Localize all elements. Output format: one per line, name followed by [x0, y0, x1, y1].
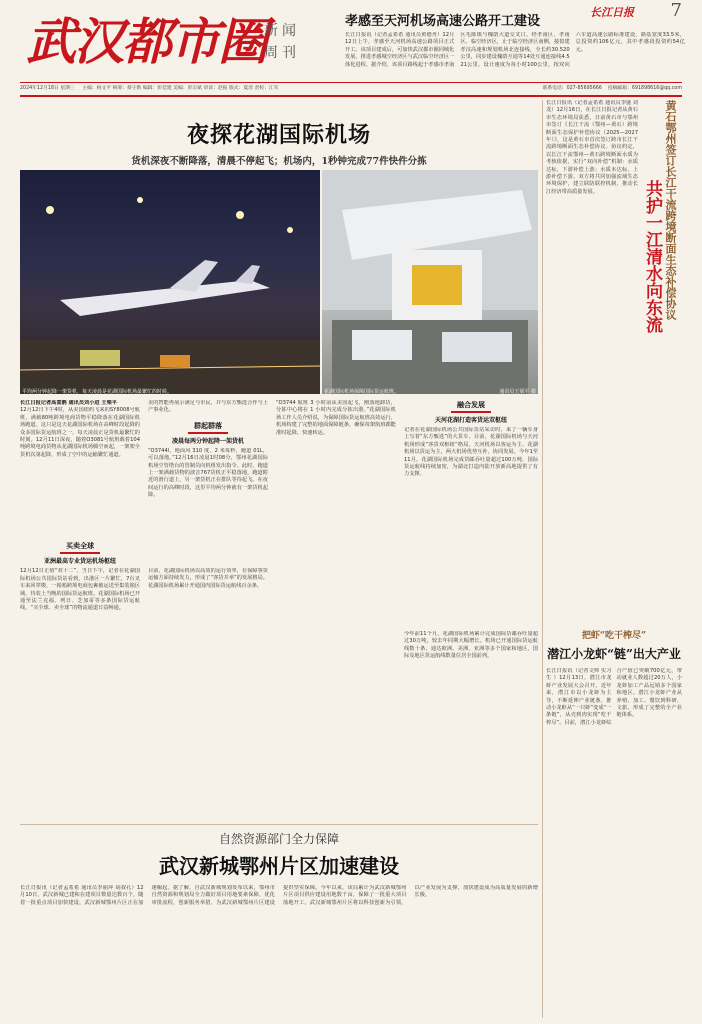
sub3-body: 记者在花湖国际机场公共国际货站采访时，来了一辆车身上写着“东方甄选”的大货车。目前，花湖国际机场与天河机场形成“客货双枢纽”格局，天河机场以客运为主、花湖机场以货运为主，两大机场优势互补，协同发展。今年1至11月，花湖国际机场完成货邮吞吐量超过100万吨，国际货运航线持续加密，为湖北打造内陆开放新高地提供了有力支撑。	[404, 427, 538, 478]
issue-date: 2024年12月18日 星期三	[20, 86, 75, 91]
top-article-body: 长江日报讯（记者孟希希 通讯员黄德舟）12月12日上午，孝感至天河机场高速公路项目正式开工。该项目建成后，可加快武汉都市圈同城化发展，推进孝感城空经济区与武汉临空经济区一体化进程。据介绍，该项目路线起于孝感市孝南区毛陈镇与槐荫大道交叉口，经孝南区、孝南区、临空经济区，止于临空经济区南侧，接拟建孝汉高速和规划机场北连接线，全长约30.520公里，同步建设槐荫互通等14处互通连接线4.521公里，设计速度为每小时100公里，按双向六车道高速公路标准建设，路基宽度33.5米，总投资约106亿元，其中孝感段投资约54亿元。	[345, 32, 685, 68]
contact-phone: 联系电话：027-85695666	[542, 86, 602, 91]
main-credit: 长江日报记者高喜鹊 通讯员刘小进 王梁平	[20, 400, 117, 406]
page-number: 7	[670, 0, 682, 21]
main-body-col2: 目前，花湖国际机场以高效的运行效率，在保障客货运输方面持续发力，形成了“客货并举”的发展格局。花湖国际机场累计开通国内国际货运航线百余条。	[148, 567, 268, 589]
main-body-col3: “O3744 航班 3 小时前从美国起飞，刚落地卸货，分拣中心将在 1 小时内完成分拣出港。”花湖国际机场工作人员介绍说，为保障国际货运航班高效运行，机场构建了完整的地面保障链条，确保每架航班都能准时起降、快速转运。	[276, 400, 396, 436]
photo-credit: 通讯员王梁平 摄	[499, 389, 536, 394]
right2-body: 长江日报讯（记者文帅 实习生 ）12月13日，潜江市龙虾产业发展大会召开。近年来，潜江市以小龙虾为主导，不断延伸产业链条，推动小龙虾从“一只虾”变成“一条链”，从壳到肉实现“吃干榨尽”。目前，潜江小龙虾综合产值已突破700亿元，带动就业人数超过20万人，小龙虾加工产品远销多个国家和地区。潜江小龙虾产业从养殖、加工、餐饮到科研、文旅，形成了完整的全产业链体系。	[546, 668, 682, 726]
main-article-title: 夜探花湖国际机场	[186, 122, 371, 148]
right2-headline: 潜江小龙虾“链”出大产业	[547, 647, 681, 661]
info-strip	[20, 84, 682, 94]
editor-list: 主编：杨文平 统筹：蔡守勋 编辑：彭佳建 美编：彭宗斌 审读：赵振 版式：夏淳 责校：江军	[82, 86, 279, 91]
sub2-bar	[60, 552, 100, 554]
sub1-title: 群起群落	[194, 420, 222, 430]
bottom-article	[20, 830, 538, 1018]
main-article-subtitle: 货机深夜不断降落，清晨不停起飞；机场内，1秒钟完成77件快件分拣	[131, 156, 427, 167]
masthead	[20, 6, 340, 80]
main-body-col1: 12月12日下午4时，从美国纽约飞来的SY8008号航班，满载80吨跨境电商货物平稳降落在花湖国际机场跑道。这只是这天花湖国际机场在高峰时段起降的众多国际货运航班之一，每天凌晨正是货机最繁忙的时刻。12月11日深夜，随着O3081号航班载着104吨跨境电商货物从花湖国际机场腾空而起，一架架全货机次第起降，形成了空中的运输繁忙通道。	[20, 407, 140, 458]
sub1-subtitle: 凌晨每两分钟起降一架货机	[171, 437, 244, 445]
sub3-subtitle: 天河花湖打造客货运双枢纽	[434, 417, 507, 424]
contact-email: 投稿邮箱：691898616@qq.com	[607, 86, 682, 91]
bottom-kicker: 自然资源部门全力保障	[218, 832, 339, 846]
sub3-body-2: 今年前11个月，花湖国际机场累计完成国际货邮吞吐量超过30万吨，较去年同期大幅增长。机场已开通国际货运航线数十条，通达欧洲、美洲、亚洲等多个国家和地区，国际及地区货运航线数量位居全国前列。	[404, 631, 538, 660]
photo-night-cargo	[20, 170, 320, 394]
masthead-subtitle-2: 周刊	[264, 45, 300, 61]
right1-title: 黄石鄂州签订长江干流跨境断面生态补偿协议	[664, 100, 677, 320]
right1-body: 长江日报讯（记者孟希希 通讯员李盛 刘龙）12月16日，在长江日报记者从黄石市生态环境局获悉，日前黄石市与鄂州市签订《长江干流（鄂州—黄石）跨境断面生态保护补偿协议（2025—2027年）》，这是黄石市首次签订跨市长江干流跨境断面生态补偿协议。协议约定，以长江干流鄂州—黄石跨境断面水质为考核依据，实行“双向补偿”机制：水质达标，下游补偿上游；水质未达标，上游补偿下游。双方将共同加强流域生态环境保护，建立联防联控机制，推动长江经济带高质量发展。	[546, 100, 638, 195]
night-cargo-illustration	[20, 170, 320, 394]
main-side-caption: 美的智能再展示满足与市民，并与东方甄选合作与上产事业化。	[148, 400, 268, 414]
right-divider	[542, 100, 543, 1018]
right-article-2	[546, 628, 682, 1018]
bottom-divider	[20, 824, 538, 825]
sub1-body: “O3744l，地面风 310 度，2 米每秒，跑道 01L，可以落地。”12月16日凌晨1时08分，鄂州花湖国际机场空管塔台的管制员向机组发出指令。此时，跑道上一架满载货物的波音767货机正平稳落地，跑道附近的滑行道上，另一架货机正在排队等待起飞。在夜间运行的高峰时段，这里平均两分钟就有一架货机起降。	[148, 447, 268, 499]
photo-night-caption: 平均两分钟起降一架货机，每天凌晨是花湖国际机场最繁忙的时候。	[22, 389, 173, 394]
header-rule-2	[20, 95, 682, 97]
sub3-title: 融合发展	[457, 400, 485, 409]
intl-cargo-illustration	[322, 170, 538, 394]
top-article-title: 孝感至天河机场高速公路开工建设	[345, 14, 541, 29]
right1-headline: 共护一江清水向东流	[642, 180, 662, 333]
sub3-bar	[451, 411, 491, 413]
right2-title: 把虾“吃干榨尽”	[581, 631, 647, 641]
sub2-title: 买卖全球	[66, 541, 94, 551]
bottom-title: 武汉新城鄂州片区加速建设	[159, 854, 399, 878]
sub1-bar	[188, 432, 228, 434]
page-name: 长江日报	[590, 6, 634, 19]
bottom-body: 长江日报讯（记者孟希希 通讯员李丽萍 胡叔孔）12月10日，武汉新城已建和在建项目数量达数百个，随着一批重点项目加快建设，武汉新城鄂州片区正在加速崛起。据了解，自武汉新城规划发布以来，鄂州市自然资源和规划局全力做好项目用地要素保障，优化审批流程，创新服务举措，为武汉新城鄂州片区建设提供坚实保障。今年以来，该局累计为武汉新城鄂州片区项目供应建设用地数千亩，保障了一批重大项目落地开工。武汉新城鄂州片区将以科技创新为引领，以产业发展为支撑，加快建设成为高质量发展的新增长极。	[20, 885, 538, 906]
main-body	[20, 400, 538, 818]
sub2-body: 12月12日正值“双十二”，当日下午，记者在花湖国际机场公共国际货站看到，出港区一片繁忙，7台叉车来回穿梭，一箱箱跨境电商包裹被运送至集装箱区域，待装上当晚的国际货运航班。花湖国际机场已开通至法兰克福、列日、芝加哥等多条国际货运航线，“买全球、卖全球”的物流通道日益畅通。	[20, 568, 140, 612]
top-article	[345, 6, 685, 80]
header-rule	[20, 82, 682, 83]
masthead-logo: 武汉都市圈	[26, 12, 266, 71]
sub2-subtitle: 亚洲最高专业货运机场枢纽	[43, 558, 116, 566]
main-article-header	[20, 118, 538, 167]
photo-intl-caption: 花湖国际机场保障国际货运航班。	[324, 389, 400, 394]
right-article-1	[546, 100, 682, 620]
masthead-subtitle-1: 新闻	[264, 23, 300, 39]
photo-intl-cargo	[322, 170, 538, 394]
